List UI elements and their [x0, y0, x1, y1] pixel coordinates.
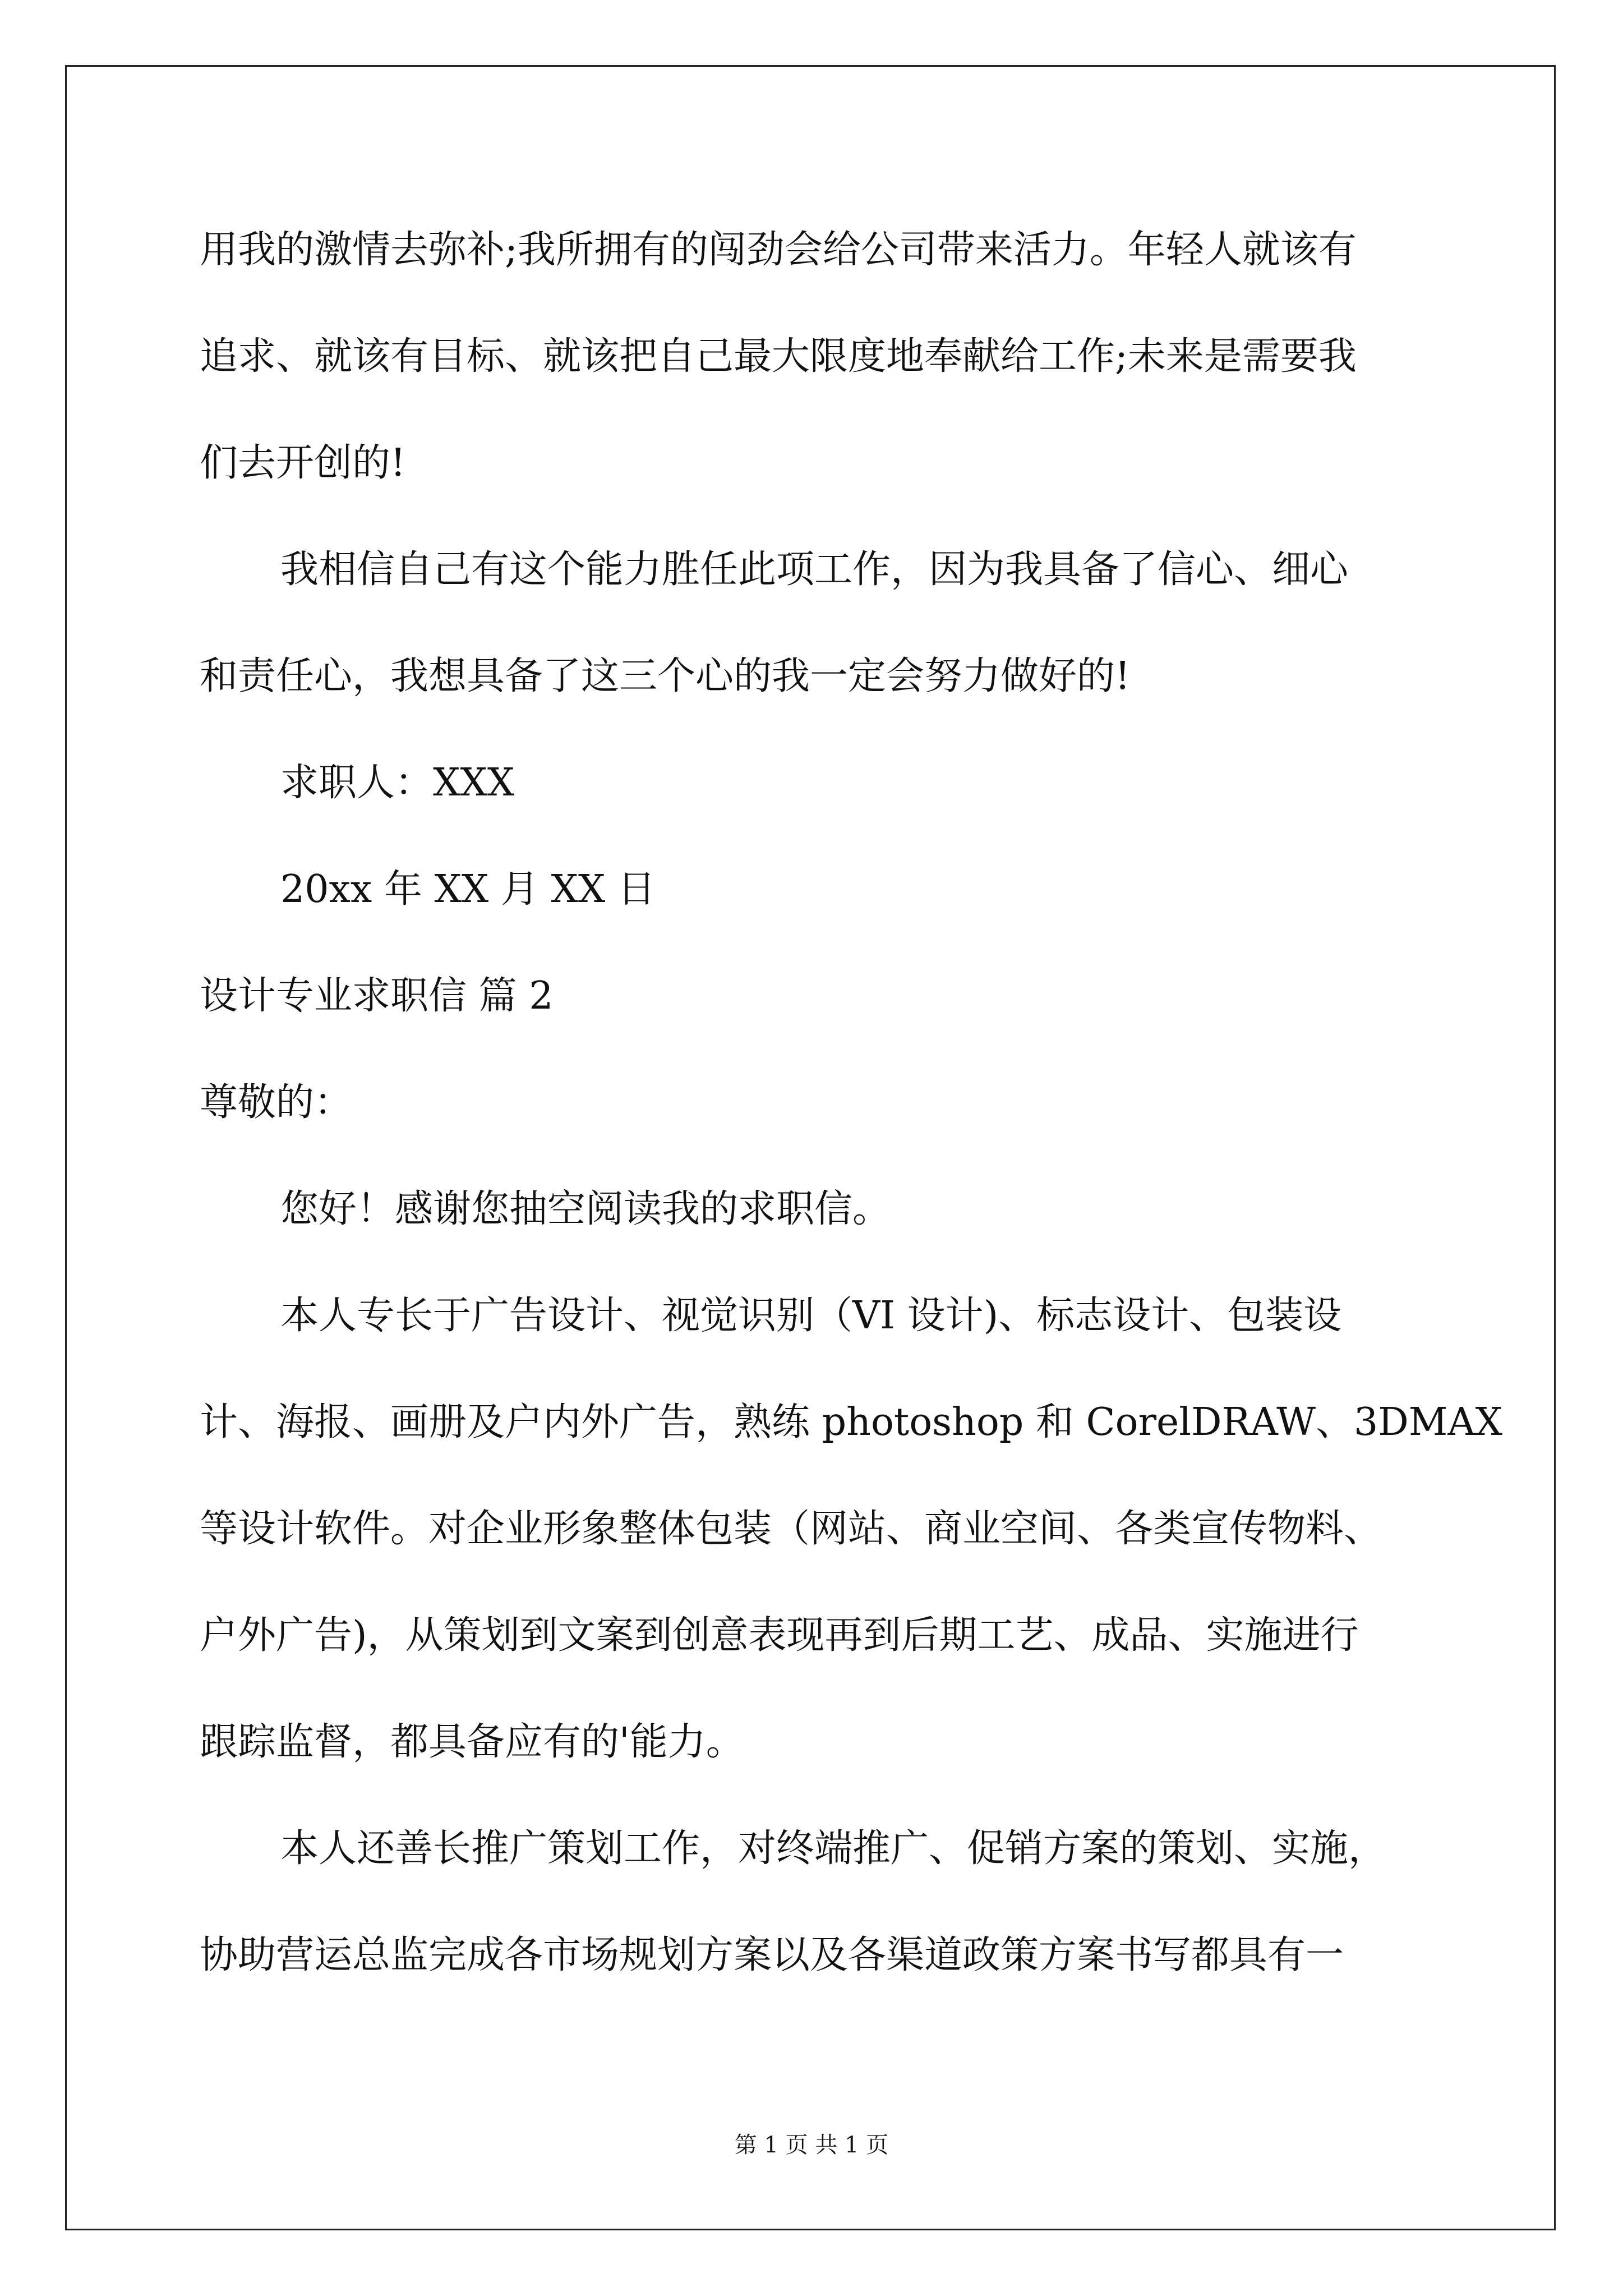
body-line-14: 户外广告)，从策划到文案到创意表现再到后期工艺、成品、实施进行 [200, 1613, 1359, 1658]
body-line-2: 追求、就该有目标、就该把自己最大限度地奉献给工作;未来是需要我 [200, 334, 1357, 379]
greeting-line: 您好！感谢您抽空阅读我的求职信。 [280, 1187, 891, 1231]
body-line-5: 和责任心，我想具备了这三个心的我一定会努力做好的! [200, 654, 1131, 698]
section-title: 设计专业求职信 篇 2 [200, 974, 554, 1018]
date-line: 20xx 年 XX 月 XX 日 [280, 867, 656, 912]
body-line-11: 本人专长于广告设计、视觉识别（VI 设计)、标志设计、包装设 [280, 1294, 1342, 1338]
body-line-3: 们去开创的! [200, 441, 406, 485]
body-line-15: 跟踪监督，都具备应有的'能力。 [200, 1720, 744, 1764]
salutation: 尊敬的： [200, 1080, 353, 1125]
body-line-16: 本人还善长推广策划工作，对终端推广、促销方案的策划、实施， [280, 1826, 1387, 1871]
body-line-4: 我相信自己有这个能力胜任此项工作，因为我具备了信心、细心 [280, 547, 1349, 592]
body-line-13: 等设计软件。对企业形象整体包装（网站、商业空间、各类宣传物料、 [200, 1507, 1382, 1551]
page-border [65, 65, 1556, 2230]
body-line-17: 协助营运总监完成各市场规划方案以及各渠道政策方案书写都具有一 [200, 1933, 1344, 1977]
page-footer: 第 1 页 共 1 页 [734, 2132, 889, 2158]
applicant-line: 求职人：XXX [280, 761, 515, 805]
body-line-12: 计、海报、画册及户内外广告，熟练 photoshop 和 CorelDRAW、3DMAX [200, 1400, 1502, 1444]
body-line-1: 用我的激情去弥补;我所拥有的闯劲会给公司带来活力。年轻人就该有 [200, 228, 1357, 272]
